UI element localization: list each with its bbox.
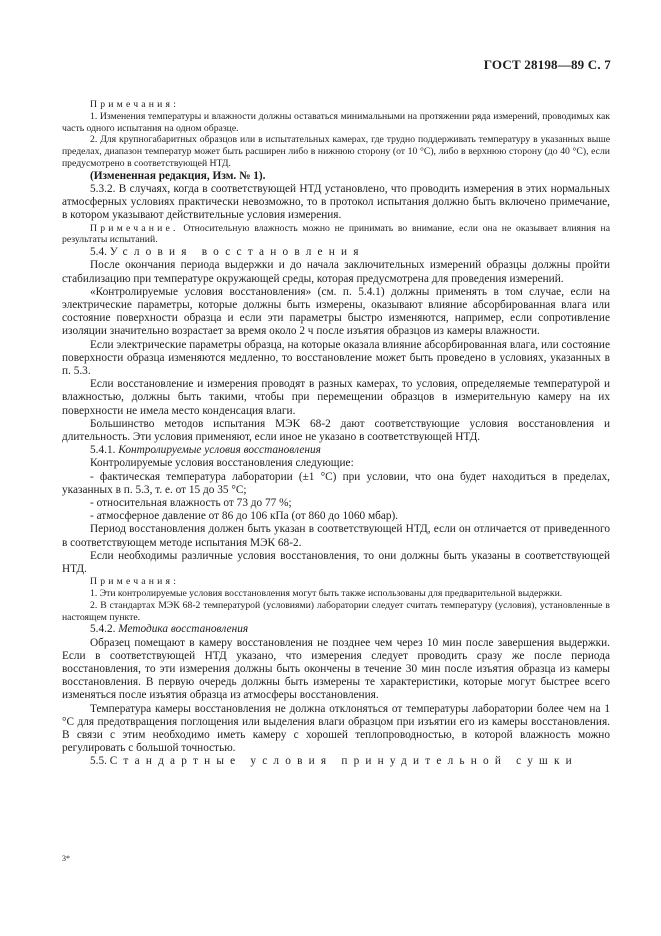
note-2: 2. Для крупногабаритных образцов или в испытательных камерах, где трудно поддерживать температуру в указанных выше пределах, диапазон температур может быть расширен либо в нижнюю сторону (от 10 °С), либо в верхнюю сторону (до 40 °С), если предусмотрено в соответствующей НТД. (62, 134, 610, 169)
edition-note: (Измененная редакция, Изм. № 1). (90, 169, 266, 182)
section-5-4-heading: 5.4. Условия восстановления (90, 246, 365, 259)
section-5-4-1-heading: 5.4.1. Контролируемые условия восстановления (90, 444, 321, 457)
paragraph-5-4-a: После окончания периода выдержки и до начала заключительных измерений образцы должны пройти стабилизацию при температуре окружающей среды, которая предусмотрена для проведения измерений. (62, 259, 610, 285)
notes-heading: Примечания: (90, 576, 180, 588)
list-item: - фактическая температура лаборатории (±1 °С) при условии, что она будет находиться в пределах, указанных в п. 5.3, т. е. от 15 до 35 °С; (62, 470, 610, 496)
paragraph-5-4-2-b: Температура камеры восстановления не должна отклоняться от температуры лаборатории более чем на 1 °С для предотвращения поглощения или выделения влаги образцом при изъятии его из камеры восстановления. В связи с этим необходимо иметь камеру с хорошей теплопроводностью, в которой влажность можно регулировать с большой точностью. (62, 702, 610, 755)
note-1: 1. Эти контролируемые условия восстановления могут быть также использованы для предварительной выдержки. (90, 588, 563, 600)
document-body (62, 99, 610, 769)
paragraph-5-4-b: «Контролируемые условия восстановления» (см. п. 5.4.1) должны применять в том случае, если на электрические параметры, которые должны быть измерены, оказывают влияние абсорбированная влага или состояние поверхности образца и если эти параметры быстро изменяются, например, если сопротивление изоляции значительно возрастает за время около 2 ч после изъятия образцов из камеры влажности. (62, 285, 610, 338)
section-5-4-2-heading: 5.4.2. Методика восстановления (90, 623, 249, 636)
paragraph-5-4-1-c: Если необходимы различные условия восстановления, то они должны быть указаны в соответствующей НТД. (62, 549, 610, 576)
list-item: - атмосферное давление от 86 до 106 кПа (от 860 до 1060 мбар). (90, 510, 399, 523)
notes-heading: Примечания: (90, 99, 180, 110)
footer-mark: 3* (62, 854, 70, 863)
page-header: ГОСТ 28198—89 С. 7 (483, 57, 611, 72)
paragraph-5-4-c: Если электрические параметры образца, на которые оказала влияние абсорбированная влага, или состояние поверхности образца изменяются медленно, то восстановление может быть проведено в условиях, указанных в п. 5.3. (62, 338, 610, 378)
paragraph-5-4-2-a: Образец помещают в камеру восстановления не позднее чем через 10 мин после завершения выдержки. Если в соответствующей НТД указано, что измерения следует проводить сразу же после периода восстановления, то эти измерения должны быть окончены в течение 30 мин после изъятия образца из камеры восстановления. В первую очередь должны быть измерены те характеристики, которые могут быстрее всего изменяться после изъятия образца из атмосферы восстановления. (62, 636, 610, 702)
paragraph-5-4-e: Большинство методов испытания МЭК 68-2 дают соответствующие условия восстановления и длительность. Эти условия применяют, если иное не указано в соответствующей НТД. (62, 417, 610, 444)
paragraph-5-4-1-a: Контролируемые условия восстановления следующие: (90, 457, 354, 470)
note-2: 2. В стандартах МЭК 68-2 температурой (условиями) лаборатории следует считать температуру (условия), установленные в настоящем пункте. (62, 599, 610, 623)
section-5-5-heading: 5.5. Стандартные условия принудительной сушки (90, 755, 578, 768)
paragraph-5-3-2: 5.3.2. В случаях, когда в соответствующей НТД установлено, что проводить измерения в этих нормальных атмосферных условиях практически невозможно, то в протокол испытания должно быть включено примечание, в котором указывают действительные условия измерения. (62, 182, 610, 222)
list-item: - относительная влажность от 73 до 77 %; (90, 497, 292, 510)
paragraph-5-4-1-b: Период восстановления должен быть указан в соответствующей НТД, если он отличается от приведенного в соответствующем методе испытания МЭК 68-2. (62, 523, 610, 549)
note-humidity: Примечание. Относительную влажность можно не принимать во внимание, если она не оказывает влияния на результаты испытаний. (62, 222, 610, 246)
paragraph-5-4-d: Если восстановление и измерения проводят в разных камерах, то условия, определяемые температурой и влажностью, должны быть такими, чтобы при перемещении образцов в измерительную камеру на их поверхности не имела место конденсация влаги. (62, 378, 610, 417)
note-1: 1. Изменения температуры и влажности должны оставаться минимальными на протяжении ряда измерений, проводимых как часть одного испытания на одном образце. (62, 110, 610, 134)
